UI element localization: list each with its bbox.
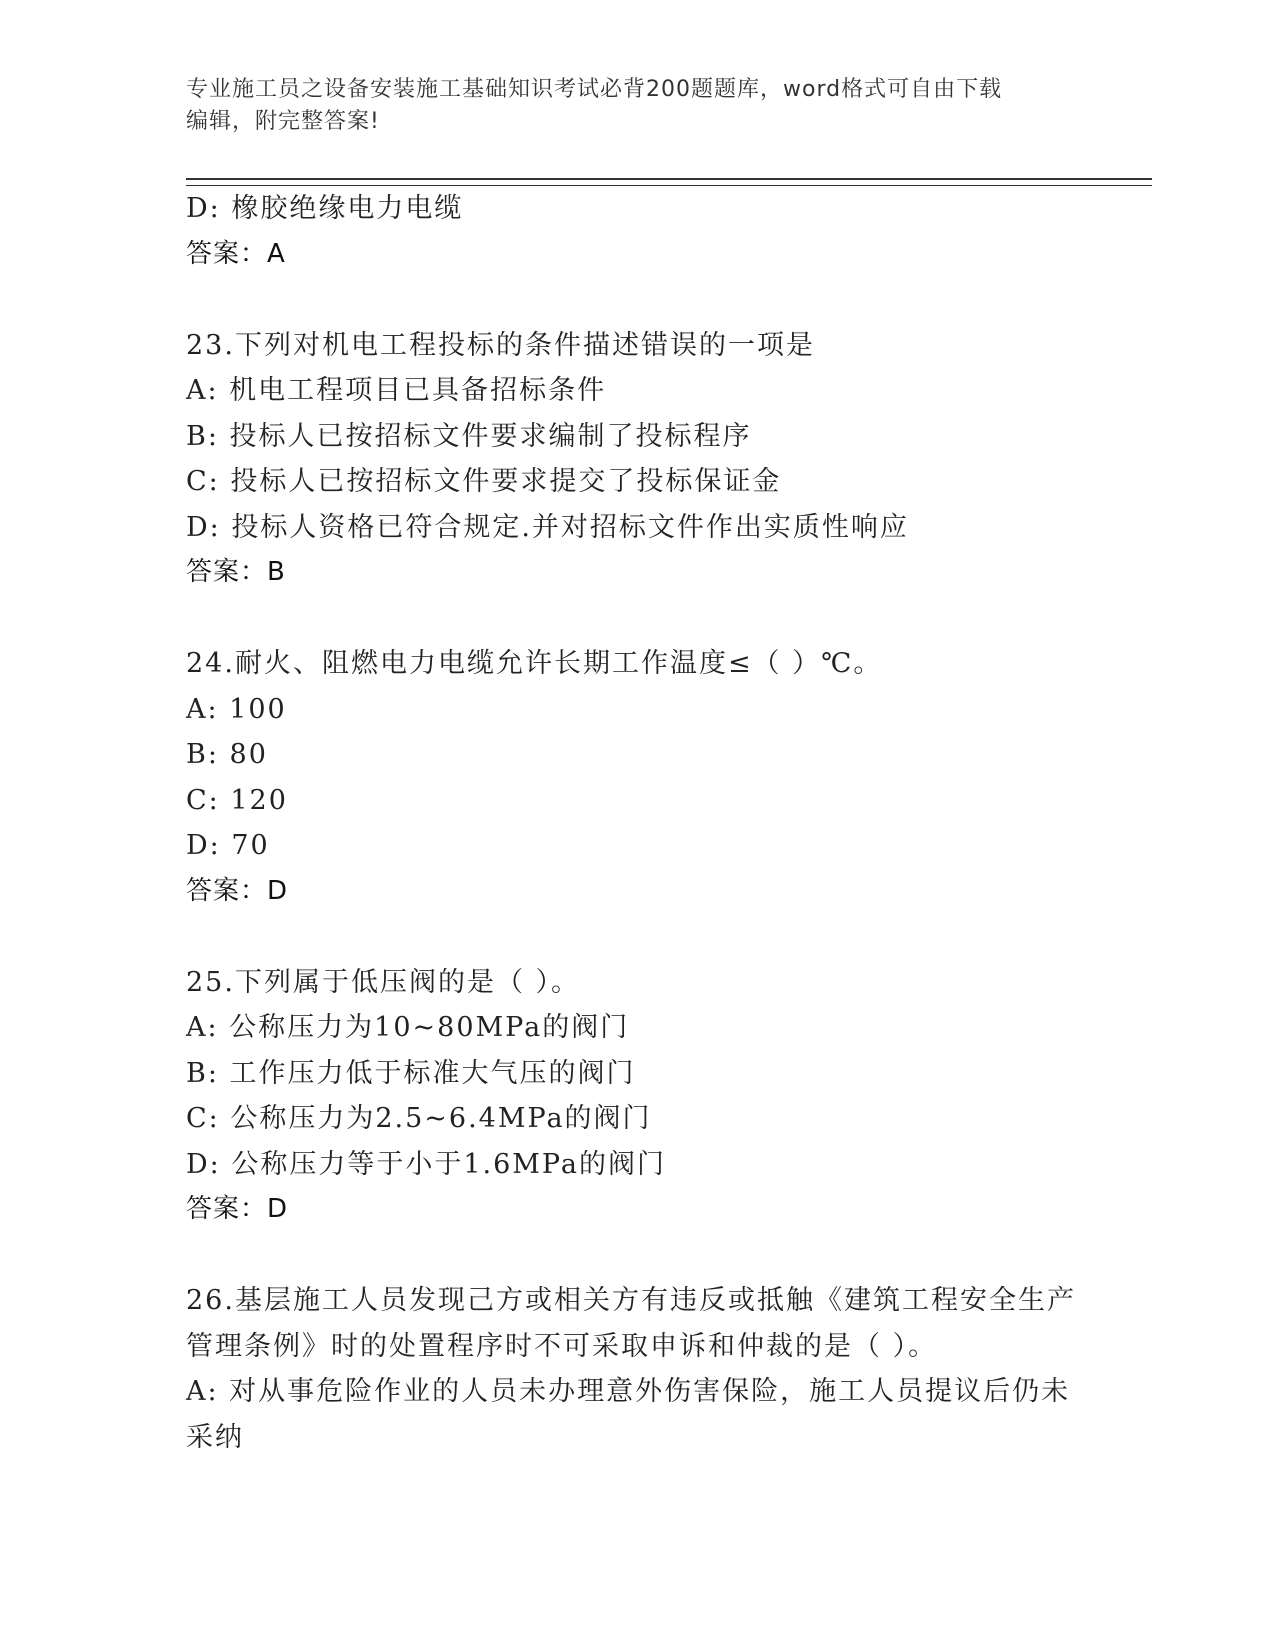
spacer	[186, 596, 1086, 642]
header-title-line-2: 编辑，附完整答案!	[186, 109, 380, 134]
question-23	[186, 323, 1086, 596]
question-25-answer: 答案：D	[186, 1194, 289, 1224]
question-24-option-d: D: 70	[186, 830, 270, 861]
question-24-option-a: A: 100	[186, 693, 287, 725]
header-title-line-1: 专业施工员之设备安装施工基础知识考试必背200题题库，word格式可自由下载	[186, 77, 1003, 102]
question-24	[186, 641, 1086, 914]
question-26-option-a-line-2: 采纳	[186, 1421, 244, 1453]
question-25-option-d: D: 公称压力等于小于1.6MPa的阀门	[186, 1148, 666, 1180]
question-23-answer: 答案：B	[186, 557, 286, 587]
question-content	[186, 186, 1086, 1460]
question-23-option-b: B: 投标人已按招标文件要求编制了投标程序	[186, 420, 752, 452]
header-divider	[186, 178, 1152, 186]
question-25-stem: 25.下列属于低压阀的是（ ）。	[186, 966, 581, 998]
question-26-option-a-line-1: A: 对从事危险作业的人员未办理意外伤害保险，施工人员提议后仍未	[186, 1376, 1071, 1407]
question-25-option-c: C: 公称压力为2.5~6.4MPa的阀门	[186, 1103, 652, 1134]
question-25-option-a: A: 公称压力为10~80MPa的阀门	[186, 1012, 630, 1043]
spacer	[186, 277, 1086, 323]
prev-option-d: D: 橡胶绝缘电力电缆	[186, 193, 464, 224]
spacer	[186, 1233, 1086, 1279]
question-23-option-c: C: 投标人已按招标文件要求提交了投标保证金	[186, 466, 782, 497]
spacer	[186, 914, 1086, 960]
question-25-option-b: B: 工作压力低于标准大气压的阀门	[186, 1057, 636, 1089]
question-25	[186, 960, 1086, 1233]
question-26-stem-line-2: 管理条例》时的处置程序时不可采取申诉和仲裁的是（ ）。	[186, 1330, 938, 1362]
question-24-answer: 答案：D	[186, 875, 289, 906]
question-24-option-b: B: 80	[186, 739, 268, 770]
question-23-option-a: A: 机电工程项目已具备招标条件	[186, 375, 607, 406]
page-header	[186, 74, 1066, 138]
question-24-option-c: C: 120	[186, 784, 288, 816]
question-26	[186, 1278, 1086, 1460]
prev-answer: 答案：A	[186, 238, 286, 269]
question-26-stem-line-1: 26.基层施工人员发现己方或相关方有违反或抵触《建筑工程安全生产	[186, 1285, 1076, 1316]
question-24-stem: 24.耐火、阻燃电力电缆允许长期工作温度≤（ ）℃。	[186, 648, 883, 679]
question-23-stem: 23.下列对机电工程投标的条件描述错误的一项是	[186, 329, 815, 361]
question-23-option-d: D: 投标人资格已符合规定.并对招标文件作出实质性响应	[186, 511, 909, 543]
